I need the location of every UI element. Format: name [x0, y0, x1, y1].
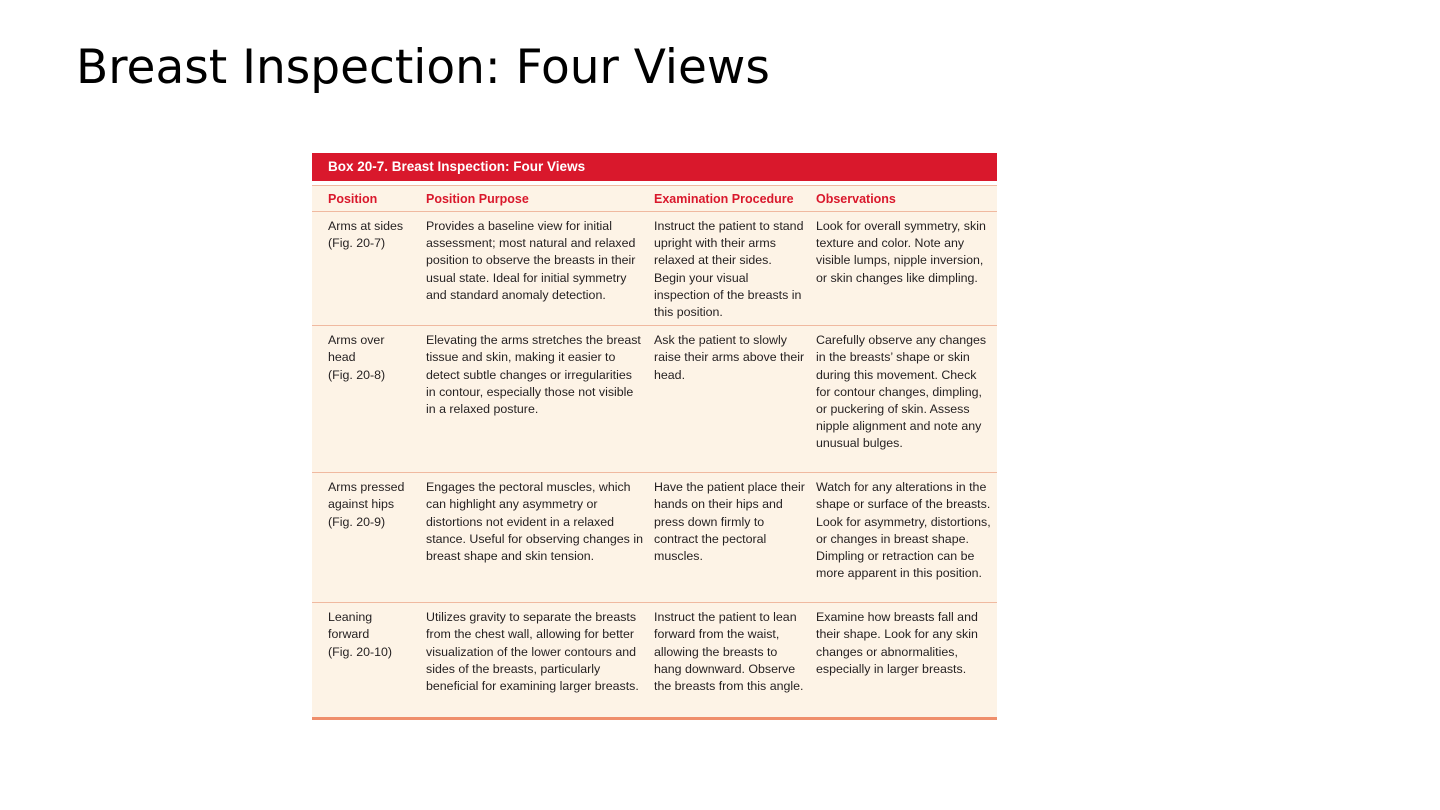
box-title: Box 20-7. Breast Inspection: Four Views: [312, 153, 997, 181]
breast-inspection-box: [312, 153, 997, 720]
column-header-position: Position: [312, 186, 419, 212]
procedure-cell: Have the patient place their hands on their hips and press down firmly to contract the pectoral muscles.: [647, 473, 809, 603]
table-row: [312, 603, 997, 716]
figure-reference: (Fig. 20-7): [328, 236, 386, 251]
position-cell: [312, 212, 419, 326]
purpose-cell: Provides a baseline view for initial assessment; most natural and relaxed position to observe the breasts in their usual state. Ideal for initial symmetry and standard anomaly detection.: [419, 212, 647, 326]
figure-reference: (Fig. 20-9): [328, 514, 386, 529]
column-header-purpose: Position Purpose: [419, 186, 647, 212]
observations-cell: Examine how breasts fall and their shape. Look for any skin changes or abnormalities, especially in larger breasts.: [816, 610, 978, 676]
observations-cell: Carefully observe any changes in the breasts’ shape or skin during this movement. Check for contour changes, dimpling, or puckering of skin. Assess nipple alignment and note any unusual bulges.: [809, 326, 997, 473]
purpose-cell: Engages the pectoral muscles, which can highlight any asymmetry or distortions not evident in a relaxed stance. Useful for observing changes in breast shape and skin tension.: [419, 473, 647, 603]
position-name: Arms pressed against hips: [328, 480, 405, 512]
position-cell: [312, 326, 419, 473]
observations-cell: Watch for any alterations in the shape or surface of the breasts. Look for asymmetry, distortions, or changes in breast shape. Dimpling or retraction can be more apparent in this position.: [809, 473, 997, 603]
figure-reference: (Fig. 20-8): [328, 367, 386, 382]
slide-title: Breast Inspection: Four Views: [76, 40, 770, 95]
position-name: Leaning forward: [328, 610, 373, 642]
observations-cell: Look for overall symmetry, skin texture and color. Note any visible lumps, nipple inversion, or skin changes like dimpling.: [809, 212, 997, 326]
procedure-cell: Ask the patient to slowly raise their arms above their head.: [647, 326, 809, 473]
procedure-cell: Instruct the patient to lean forward from the waist, allowing the breasts to hang downward. Observe the breasts from this angle.: [654, 610, 804, 694]
position-name: Arms over head: [328, 333, 385, 365]
position-name: Arms at sides: [328, 219, 404, 233]
procedure-cell: Instruct the patient to stand upright with their arms relaxed at their sides. Begin your visual inspection of the breasts in this position.: [647, 212, 809, 326]
table-row: [312, 473, 997, 603]
purpose-cell: Utilizes gravity to separate the breasts from the chest wall, allowing for better visualization of the lower contours and sides of the breasts, particularly beneficial for examining larger breasts.: [426, 610, 639, 694]
table-row: [312, 326, 997, 473]
position-cell: [312, 473, 419, 603]
column-header-observations: Observations: [809, 186, 997, 212]
position-cell: [312, 603, 419, 716]
column-header-procedure: Examination Procedure: [647, 186, 809, 212]
table-header-row: [312, 186, 997, 212]
inspection-table: [312, 186, 997, 716]
figure-reference: (Fig. 20-10): [328, 644, 393, 659]
table-row: [312, 212, 997, 326]
purpose-cell: Elevating the arms stretches the breast tissue and skin, making it easier to detect subtle changes or irregularities in contour, especially those not visible in a relaxed posture.: [419, 326, 647, 473]
